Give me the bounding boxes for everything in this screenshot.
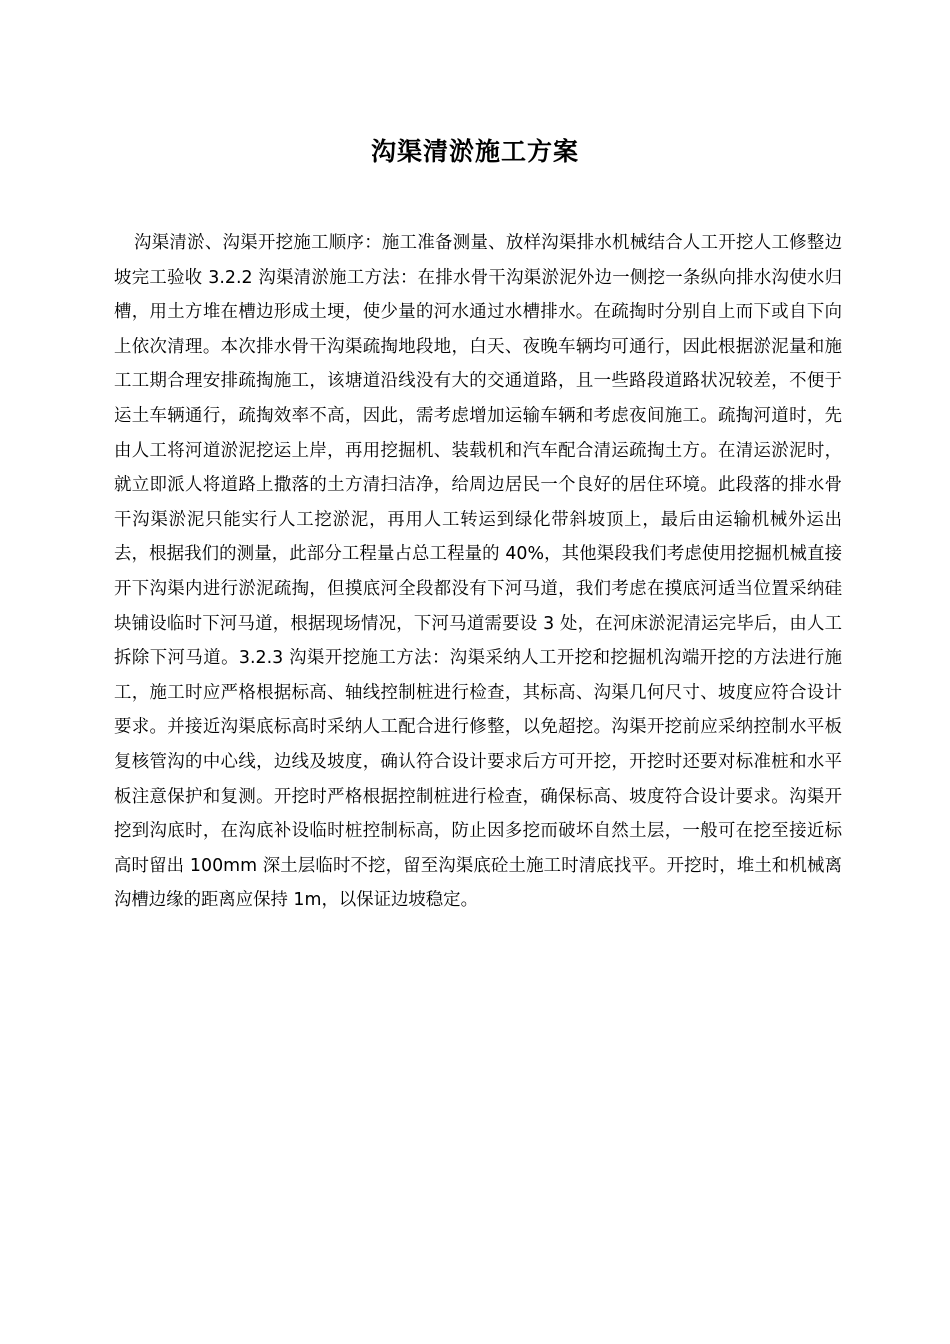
document-body-paragraph: 沟渠清淤、沟渠开挖施工顺序：施工准备测量、放样沟渠排水机械结合人工开挖人工修整边坡完工验收 3.2.2 沟渠清淤施工方法：在排水骨干沟渠淤泥外边一侧挖一条纵向排水沟使水归槽，用土方堆在槽边形成土埂，使少量的河水通过水槽排水。在疏掏时分别自上而下或自下向上依次清理。本次排水骨干沟渠疏掏地段地，白天、夜晚车辆均可通行，因此根据淤泥量和施工工期合理安排疏掏施工，该塘道沿线没有大的交通道路，且一些路段道路状况较差，不便于运土车辆通行，疏掏效率不高，因此，需考虑增加运输车辆和考虑夜间施工。疏掏河道时，先由人工将河道淤泥挖运上岸，再用挖掘机、装载机和汽车配合清运疏掏土方。在清运淤泥时，就立即派人将道路上撒落的土方清扫洁净，给周边居民一个良好的居住环境。此段落的排水骨干沟渠淤泥只能实行人工挖淤泥，再用人工转运到绿化带斜坡顶上，最后由运输机械外运出去，根据我们的测量，此部分工程量占总工程量的 40%，其他渠段我们考虑使用挖掘机械直接开下沟渠内进行淤泥疏掏，但摸底河全段都没有下河马道，我们考虑在摸底河适当位置采纳硅块铺设临时下河马道，根据现场情况，下河马道需要设 3 处，在河床淤泥清运完毕后，由人工拆除下河马道。3.2.3 沟渠开挖施工方法：沟渠采纳人工开挖和挖掘机沟端开挖的方法进行施工，施工时应严格根据标高、轴线控制桩进行检查，其标高、沟渠几何尺寸、坡度应符合设计要求。并接近沟渠底标高时采纳人工配合进行修整，以免超挖。沟渠开挖前应采纳控制水平板复核管沟的中心线，边线及坡度，确认符合设计要求后方可开挖，开挖时还要对标准桩和水平板注意保护和复测。开挖时严格根据控制桩进行检查，确保标高、坡度符合设计要求。沟渠开挖到沟底时，在沟底补设临时桩控制标高，防止因多挖而破坏自然土层，一般可在挖至接近标高时留出 100mm 深土层临时不挖，留至沟渠底砼土施工时清底找平。开挖时，堆土和机械离沟槽边缘的距离应保持 1m，以保证边坡稳定。 (114, 233, 842, 911)
document-title: 沟渠清淤施工方案 (370, 137, 579, 166)
